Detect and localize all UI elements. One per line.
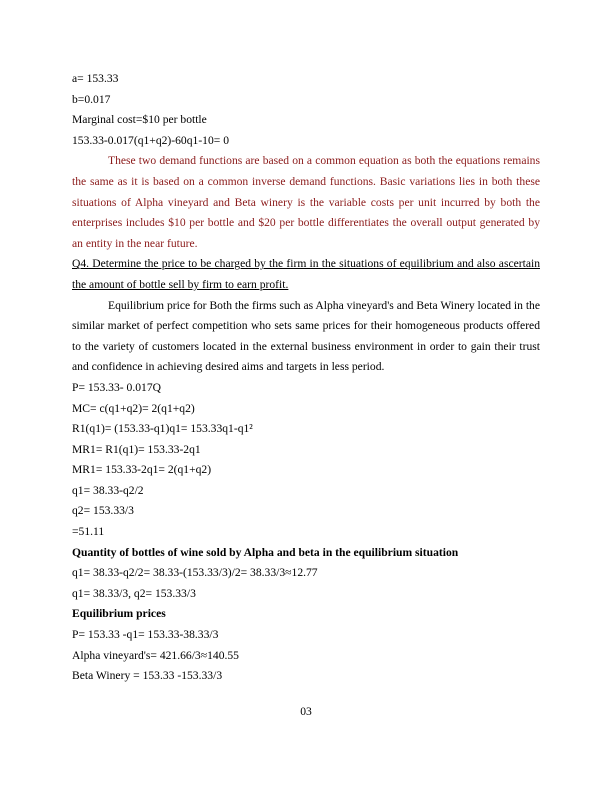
prices-heading: Equilibrium prices [72, 607, 166, 621]
price-line: P= 153.33 -q1= 153.33-38.33/3 [72, 628, 219, 642]
red-paragraph: These two demand functions are based on a common equation as both the equations remains the same as it is based on a common inverse demand functions. Basic variations lies in both these situations of Alpha vineyard and Beta winery is the variable costs per unit incurred by both the enterprises includes $10 per bottle and $20 per bottle differentiates the overall output generated by an entity in the near future. [72, 154, 540, 250]
text-line: b=0.017 [72, 92, 111, 106]
equation-line: q1= 38.33-q2/2 [72, 483, 144, 497]
quantity-line: q1= 38.33/3, q2= 153.33/3 [72, 586, 196, 600]
page-number: 03 [300, 705, 312, 718]
document-page [72, 69, 540, 687]
quantity-heading: Quantity of bottles of wine sold by Alpha and beta in the equilibrium situation [72, 545, 459, 559]
text-line: a= 153.33 [72, 72, 119, 85]
equation-line: q2= 153.33/3 [72, 504, 134, 518]
price-line: Beta Winery = 153.33 -153.33/3 [72, 669, 223, 683]
equation-line: MR1= 153.33-2q1= 2(q1+q2) [72, 463, 212, 477]
text-line: Marginal cost=$10 per bottle [72, 113, 207, 127]
equilibrium-paragraph: Equilibrium price for Both the firms such as Alpha vineyard's and Beta Winery located in the similar market of perfect competition who sets same prices for their homogeneous products offered to the variety of customers located in the external business environment in order to gain their trust and confidence in achieving desired aims and targets in less period. [72, 298, 540, 374]
question-heading: Q4. Determine the price to be charged by the firm in the situations of equilibrium and also ascertain the amount of bottle sell by firm to earn profit. [72, 257, 540, 291]
price-line: Alpha vineyard's= 421.66/3≈140.55 [72, 648, 239, 662]
quantity-line: q1= 38.33-q2/2= 38.33-(153.33/3)/2= 38.33/3≈12.77 [72, 566, 318, 580]
equation-line: MR1= R1(q1)= 153.33-2q1 [72, 442, 201, 456]
text-line: 153.33-0.017(q1+q2)-60q1-10= 0 [72, 133, 230, 147]
equation-line: =51.11 [72, 525, 105, 539]
equation-line: MC= c(q1+q2)= 2(q1+q2) [72, 401, 195, 415]
equation-line: R1(q1)= (153.33-q1)q1= 153.33q1-q1² [72, 422, 253, 436]
equation-line: P= 153.33- 0.017Q [72, 380, 161, 394]
